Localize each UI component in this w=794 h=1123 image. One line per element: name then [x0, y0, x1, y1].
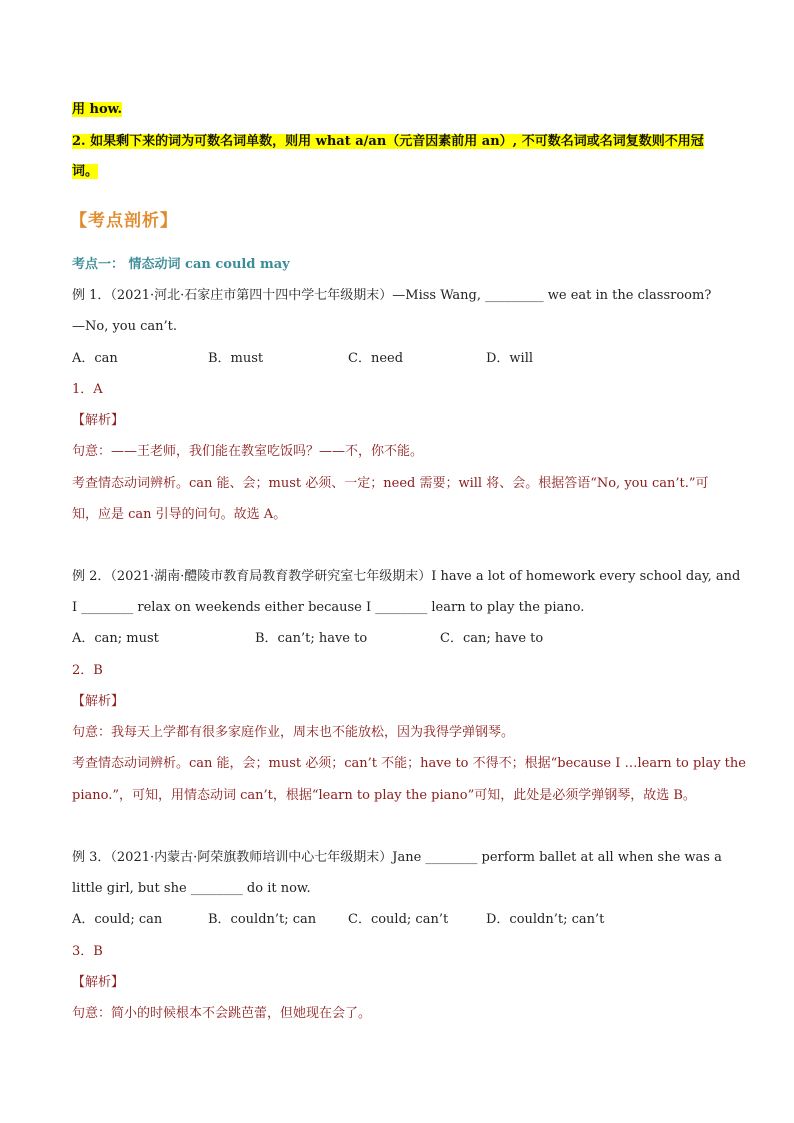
ex1-explanation-2: 知，应是 can 引导的问句。故选 A。 [72, 507, 287, 522]
ex3-analysis-label: 【解析】 [72, 975, 125, 990]
ex1-option-b: B．must [208, 351, 264, 366]
ex1-analysis-label: 【解析】 [72, 413, 125, 428]
ex2-analysis-label: 【解析】 [72, 694, 125, 709]
ex2-explanation-1: 考查情态动词辨析。can 能，会；must 必须；can’t 不能；have to 不得不；根据“because I …learn to play the [72, 756, 746, 771]
ex2-option-c: C．can; have to [440, 631, 544, 646]
ex1-option-a: A．can [72, 351, 118, 366]
ex3-option-a: A．could; can [72, 912, 163, 927]
ex3-option-d: D．couldn’t; can’t [486, 912, 605, 927]
ex1-question-line-1: 例 1．（2021·河北·石家庄市第四十四中学七年级期末）—Miss Wang, _________ we eat in the classroom? [72, 288, 712, 303]
ex1-option-c: C．need [348, 351, 404, 366]
ex2-question-line-1: 例 2．（2021·湖南·醴陵市教育局教育教学研究室七年级期末）I have a lot of homework every school day, and [72, 569, 741, 584]
ex2-option-b: B．can’t; have to [255, 631, 368, 646]
ex3-question-line-2: little girl, but she ________ do it now. [72, 881, 311, 896]
ex3-option-c: C．could; can’t [348, 912, 449, 927]
point-title: 考点一： 情态动词 can could may [72, 257, 290, 272]
ex2-meaning: 句意：我每天上学都有很多家庭作业，周末也不能放松，因为我得学弹钢琴。 [72, 725, 515, 740]
ex1-option-d: D．will [486, 351, 534, 366]
ex1-meaning: 句意：——王老师，我们能在教室吃饭吗？——不，你不能。 [72, 444, 424, 459]
section-title: 【考点剖析】 [70, 211, 178, 231]
ex2-option-a: A．can; must [72, 631, 159, 646]
ex2-answer: 2．B [72, 663, 103, 678]
intro-line-1: 用 how. [72, 102, 123, 117]
ex1-question-line-2: —No, you can’t. [72, 319, 178, 334]
ex1-explanation-1: 考查情态动词辨析。can 能、会；must 必须、一定；need 需要；will 将、会。根据答语“No, you can’t.”可 [72, 476, 709, 491]
ex3-question-line-1: 例 3．（2021·内蒙古·阿荣旗教师培训中心七年级期末）Jane ________ perform ballet at all when she was a [72, 850, 722, 865]
ex3-option-b: B．couldn’t; can [208, 912, 317, 927]
ex2-explanation-2: piano.”，可知，用情态动词 can’t，根据“learn to play the piano”可知，此处是必须学弹钢琴，故选 B。 [72, 788, 696, 803]
intro-line-3: 词。 [72, 164, 99, 179]
ex1-answer: 1．A [72, 382, 103, 397]
ex3-answer: 3．B [72, 944, 103, 959]
ex2-question-line-2: I ________ relax on weekends either because I ________ learn to play the piano. [72, 600, 585, 615]
ex3-meaning: 句意：简小的时候根本不会跳芭蕾，但她现在会了。 [72, 1006, 372, 1021]
intro-line-2: 2. 如果剩下来的词为可数名词单数，则用 what a/an（元音因素前用 an）, 不可数名词或名词复数则不用冠 [72, 134, 704, 149]
